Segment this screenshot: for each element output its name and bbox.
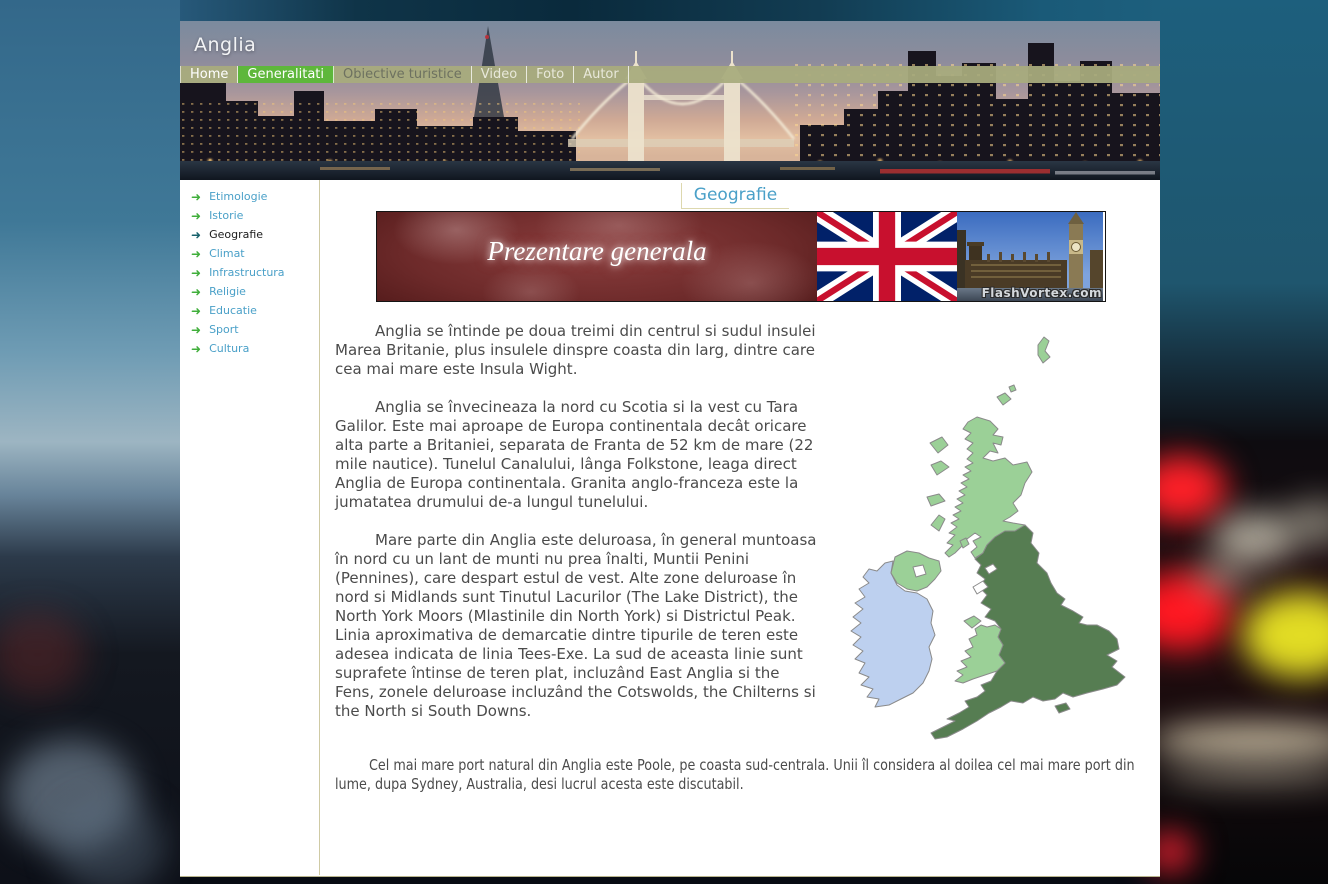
- arrow-right-icon: ➜: [191, 284, 202, 299]
- sidebar-item-label[interactable]: Religie: [209, 285, 246, 298]
- arrow-right-icon: ➜: [191, 265, 202, 280]
- map-region-england: [931, 525, 1125, 739]
- big-ben-photo-image: [957, 212, 1103, 301]
- bokeh-gray-glow: [55, 798, 165, 884]
- nav-tab-generalitati[interactable]: Generalitati: [238, 66, 334, 83]
- site-header: [180, 21, 1160, 180]
- sidebar-item-istorie[interactable]: [180, 206, 319, 225]
- banner-splash-image: [377, 212, 817, 301]
- sidebar-item-label[interactable]: Etimologie: [209, 190, 268, 203]
- sidebar-item-geografie[interactable]: [180, 225, 319, 244]
- sidebar-item-cultura[interactable]: [180, 339, 319, 358]
- nav-tab-home[interactable]: Home: [180, 66, 238, 83]
- sidebar-item-etimologie[interactable]: [180, 187, 319, 206]
- sidebar-item-label[interactable]: Geografie: [209, 228, 264, 241]
- page-title: Geografie: [681, 183, 789, 209]
- uk-map-image: [835, 325, 1135, 745]
- nav-tab-foto[interactable]: Foto: [527, 66, 574, 83]
- paragraph: Mare parte din Anglia este deluroasa, în general muntoasa în nord cu un lant de munti nu prea înalti, Muntii Penini (Pennines), care despart estul de vest. Alte zone deluroase în nord si Midlands sunt Tinutul Lacurilor (The Lake District), the North York Moors (Mlastinile din North York) si Districtul Peak. Linia aproximativa de demarcatie dintre tipurile de teren este adesea indicata de linia Tees-Exe. La sud de aceasta linie sunt suprafete întinse de teren plat, incluzând East Anglia si the Fens, zonele deluroase incluzând the Cotswolds, the Chilterns si the North si South Downs.: [335, 531, 817, 720]
- sidebar-item-label[interactable]: Climat: [209, 247, 245, 260]
- watermark-text: FlashVortex.com: [981, 286, 1102, 300]
- arrow-right-icon: ➜: [191, 189, 202, 204]
- bokeh-white-light: [1192, 556, 1252, 596]
- site-title: Anglia: [194, 34, 257, 56]
- arrow-right-icon: ➜: [191, 322, 202, 337]
- map-isle-of-wight: [1055, 703, 1070, 713]
- sidebar-item-religie[interactable]: [180, 282, 319, 301]
- paragraph: Anglia se învecineaza la nord cu Scotia si la vest cu Tara Galilor. Este mai aproape de Europa continentala decât oricare alta parte a Britaniei, separata de Franta de 52 km de mare (22 mile nautice). Tunelul Canalului, lânga Folkstone, leaga direct Anglia de Europa continentala. Granita anglo-franceza este la jumatatea drumului de-a lungul tunelului.: [335, 398, 814, 511]
- union-jack-flag-image: [817, 212, 957, 301]
- arrow-right-icon: ➜: [191, 303, 202, 318]
- union-jack-svg: [817, 212, 957, 301]
- main-content: [320, 180, 1160, 875]
- site-body: [180, 180, 1160, 875]
- presentation-banner: [376, 211, 1106, 302]
- sidebar-item-educatie[interactable]: [180, 301, 319, 320]
- background-top-strip: [180, 0, 1160, 22]
- paragraph: Anglia se întinde pe doua treimi din centrul si sudul insulei Marea Britanie, plus insulele dinspre coasta din larg, dintre care cea mai mare este Insula Wight.: [335, 322, 816, 378]
- nav-tab-obiective-turistice[interactable]: Obiective turistice: [334, 66, 472, 83]
- arrow-right-icon: ➜: [191, 341, 202, 356]
- website-window: [180, 21, 1160, 877]
- sidebar-item-infrastructura[interactable]: [180, 263, 319, 282]
- nav-tab-video[interactable]: Video: [472, 66, 527, 83]
- sidebar-item-label[interactable]: Istorie: [209, 209, 244, 222]
- banner-title: Prezentare generala: [487, 236, 707, 266]
- arrow-right-icon: ➜: [191, 246, 202, 261]
- heading-wrap: [335, 183, 1135, 209]
- article: [335, 322, 1135, 794]
- map-region-northern-ireland: [891, 551, 941, 591]
- sidebar-menu: [180, 180, 320, 875]
- sidebar-item-label[interactable]: Educatie: [209, 304, 257, 317]
- british-isles-map-svg: [835, 325, 1135, 745]
- arrow-right-icon: ➜: [191, 227, 202, 242]
- sidebar-item-climat[interactable]: [180, 244, 319, 263]
- sidebar-item-sport[interactable]: [180, 320, 319, 339]
- main-navigation: [180, 66, 1160, 83]
- sidebar-item-label[interactable]: Cultura: [209, 342, 250, 355]
- london-skyline-banner-image: [180, 21, 1160, 180]
- sidebar-item-label[interactable]: Infrastructura: [209, 266, 285, 279]
- paragraph: Cel mai mare port natural din Anglia este Poole, pe coasta sud-centrala. Unii îl considera al doilea cel mai mare port din lume, dupa Sydney, Australia, desi lucrul acesta este discutabil.: [335, 756, 1135, 793]
- arrow-right-icon: ➜: [191, 208, 202, 223]
- sidebar-item-label[interactable]: Sport: [209, 323, 239, 336]
- nav-tab-autor[interactable]: Autor: [574, 66, 629, 83]
